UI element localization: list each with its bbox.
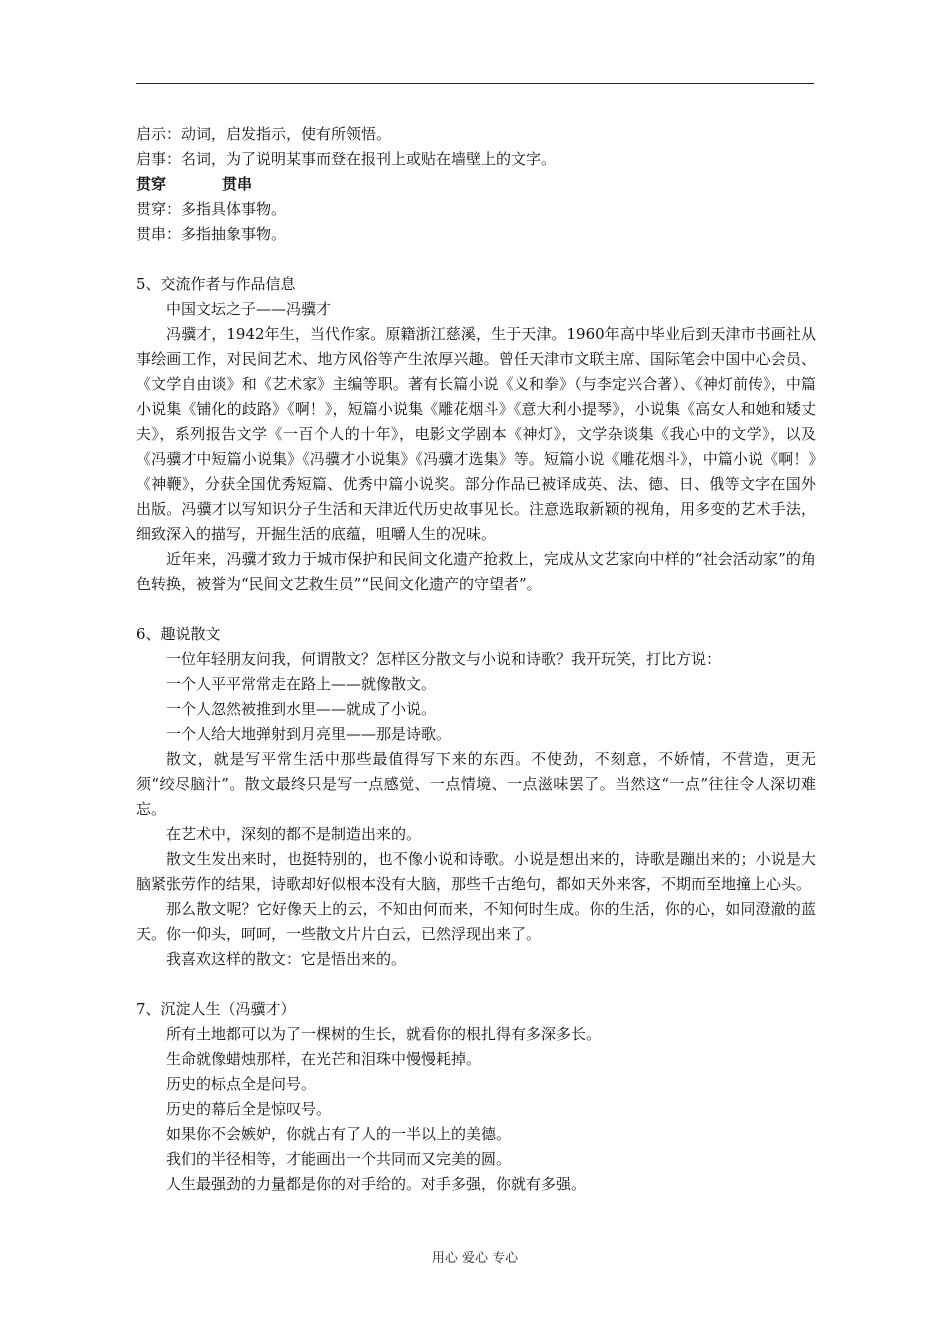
section-7-quote: 所有土地都可以为了一棵树的生长，就看你的根扎得有多深多长。 (166, 1025, 602, 1043)
section-7-quote: 人生最强劲的力量都是你的对手给的。对手多强，你就有多强。 (166, 1175, 587, 1193)
section-5-paragraph-bio: 冯骥才，1942年生，当代作家。原籍浙江慈溪，生于天津。1960年高中毕业后到天津市书画社从事绘画工作，对民间艺术、地方风俗等产生浓厚兴趣。曾任天津市文联主席、国际笔会中国中心会员、《文学自由谈》和《艺术家》主编等职。著有长篇小说《义和拳》（与李定兴合著）、《神灯前传》，中篇小说集《铺化的歧路》《啊！》，短篇小说集《雕花烟斗》《意大利小提琴》，小说集《高女人和她和矮丈夫》，系列报告文学《一百个人的十年》，电影文学剧本《神灯》，文学杂谈集《我心中的文学》，以及《冯骥才中短篇小说集》《冯骥才小说集》《冯骥才选集》等。短篇小说《雕花烟斗》，中篇小说《啊！》《神鞭》，分获全国优秀短篇、优秀中篇小说奖。部分作品已被译成英、法、德、日、俄等文字在国外出版。冯骥才以写知识分子生活和天津近代历史故事见长。注意选取新颖的视角，用多变的艺术手法，细致深入的描写，开掘生活的底蕴，咀嚼人生的况味。 (136, 325, 816, 543)
pair-right-term: 贯串 (222, 175, 253, 193)
section-5-subtitle: 中国文坛之子——冯骥才 (166, 300, 332, 318)
section-5-heading: 5、交流作者与作品信息 (136, 275, 296, 293)
spacer (136, 247, 816, 272)
section-6-heading: 6、趣说散文 (136, 625, 221, 643)
spacer (136, 972, 816, 997)
section-6-line-question: 一位年轻朋友问我，何谓散文？怎样区分散文与小说和诗歌？我开玩笑，打比方说： (166, 650, 722, 668)
section-7-quote: 历史的幕后全是惊叹号。 (166, 1100, 332, 1118)
header-rule (136, 83, 814, 84)
document-body (136, 122, 816, 1197)
section-7-quote: 我们的半径相等，才能画出一个共同而又完美的圆。 (166, 1150, 512, 1168)
section-6-line-prose: 一个人平平常常走在路上——就像散文。 (166, 675, 437, 693)
section-6-paragraph-prose: 散文，就是写平常生活中那些最值得写下来的东西。不使劲，不刻意，不娇情，不营造，更无须“绞尽脑汁”。散文最终只是写一点感觉、一点情境、一点滋味罢了。当然这“一点”往往令人深切难忘。 (136, 750, 816, 818)
section-6-line-art: 在艺术中，深刻的都不是制造出来的。 (166, 825, 422, 843)
spacer (136, 597, 816, 622)
section-7-quote: 如果你不会嫉妒，你就占有了人的一半以上的美德。 (166, 1125, 512, 1143)
section-6-paragraph-cloud: 那么散文呢？它好像天上的云，不知由何而来，不知何时生成。你的生活，你的心，如同澄澈的蓝天。你一仰头，呵呵，一些散文片片白云，已然浮现出来了。 (136, 900, 816, 943)
glossary-qishi: 启示：动词，启发指示，使有所领悟。 (136, 125, 392, 143)
section-7-heading: 7、沉淀人生（冯骥才） (136, 1000, 296, 1018)
section-7-quote: 历史的标点全是问号。 (166, 1075, 317, 1093)
glossary-guanchuan: 贯穿：多指具体事物。 (136, 200, 287, 218)
glossary-pair-heading (136, 172, 816, 197)
section-6-line-novel: 一个人忽然被推到水里——就成了小说。 (166, 700, 437, 718)
section-6-line-poetry: 一个人给大地弹射到月亮里——那是诗歌。 (166, 725, 452, 743)
section-6-paragraph-origin: 散文生发出来时，也挺特别的，也不像小说和诗歌。小说是想出来的，诗歌是蹦出来的；小说是大脑紧张劳作的结果，诗歌却好似根本没有大脑，那些千古绝句，都如天外来客，不期而至地撞上心头。 (136, 850, 816, 893)
section-6-line-enlightened: 我喜欢这样的散文：它是悟出来的。 (166, 950, 407, 968)
section-7-quote: 生命就像蜡烛那样，在光芒和泪珠中慢慢耗掉。 (166, 1050, 482, 1068)
pair-left-term: 贯穿 (136, 175, 167, 193)
page-footer: 用心 爱心 专心 (431, 1251, 519, 1266)
glossary-qishi-notice: 启事：名词，为了说明某事而登在报刊上或贴在墙壁上的文字。 (136, 150, 557, 168)
section-5-paragraph-recent: 近年来，冯骥才致力于城市保护和民间文化遗产抢救上，完成从文艺家向中样的“社会活动家”的角色转换，被誉为“民间文艺救生员”“民间文化遗产的守望者”。 (136, 550, 816, 593)
glossary-guanchuan-abstract: 贯串：多指抽象事物。 (136, 225, 287, 243)
